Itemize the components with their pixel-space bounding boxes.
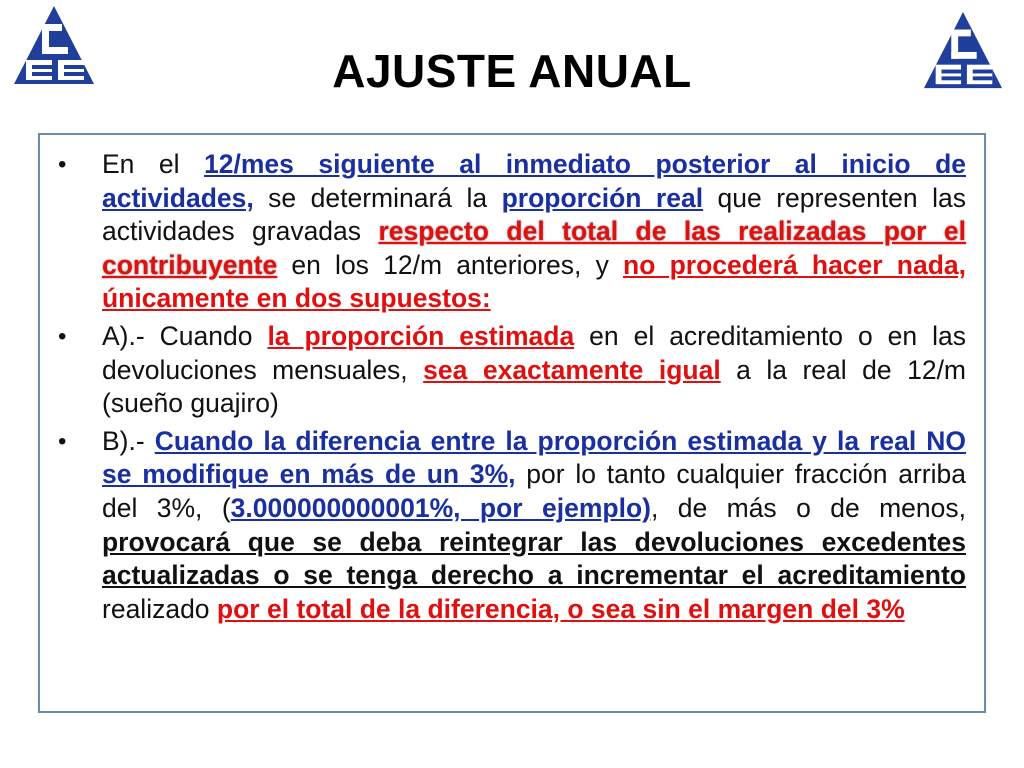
- text-segment: respecto del total de las realizadas por el contribuyente: [102, 216, 966, 280]
- bullet-text: [102, 425, 966, 627]
- text-segment: B).-: [102, 425, 155, 456]
- bullet-text: [102, 320, 966, 421]
- bullet-item: [58, 148, 966, 316]
- text-segment: no procederá hacer nada, únicamente en dos supuestos:: [102, 249, 966, 314]
- text-segment: , de más o de menos,: [650, 492, 966, 523]
- slide-title: AJUSTE ANUAL: [332, 45, 692, 97]
- text-segment: Cuando la diferencia entre la proporción estimada y la real NO se modifique en más de un 3%,: [102, 425, 967, 490]
- text-segment: en los 12/m anteriores, y: [277, 249, 624, 280]
- text-segment: A).- Cuando: [102, 320, 268, 351]
- text-segment: sea exactamente igual: [423, 354, 721, 385]
- text-segment: realizado: [102, 593, 217, 624]
- bullet-marker: •: [58, 151, 67, 178]
- text-segment: proporción real: [501, 182, 704, 213]
- bullet-item: [58, 425, 966, 627]
- text-segment: En el: [102, 149, 205, 179]
- bullet-marker: •: [58, 322, 67, 350]
- text-segment: a la real de 12/m (sueño guajiro): [102, 354, 967, 419]
- text-segment: en el acreditamiento o en las devoluciones mensuales,: [102, 320, 966, 385]
- bullet-list: [58, 148, 966, 630]
- text-segment: la proporción estimada: [267, 320, 575, 351]
- text-segment: 12/mes siguiente al inmediato posterior al inicio de actividades,: [102, 149, 966, 213]
- text-segment: se determinará la: [253, 182, 502, 213]
- text-segment: 3.000000000001%, por ejemplo): [230, 492, 651, 523]
- text-segment: por lo tanto cualquier fracción arriba del 3%, (: [102, 459, 966, 523]
- text-segment: provocará que se deba reintegrar las devoluciones excedentes actualizadas o se tenga derecho a incrementar el acreditamiento: [102, 526, 966, 591]
- text-segment: que representen las actividades gravadas: [102, 182, 966, 247]
- bullet-item: [58, 320, 966, 421]
- bullet-marker: •: [58, 427, 67, 455]
- text-segment: por el total de la diferencia, o sea sin el margen del 3%: [216, 593, 905, 624]
- bullet-text: [102, 148, 966, 316]
